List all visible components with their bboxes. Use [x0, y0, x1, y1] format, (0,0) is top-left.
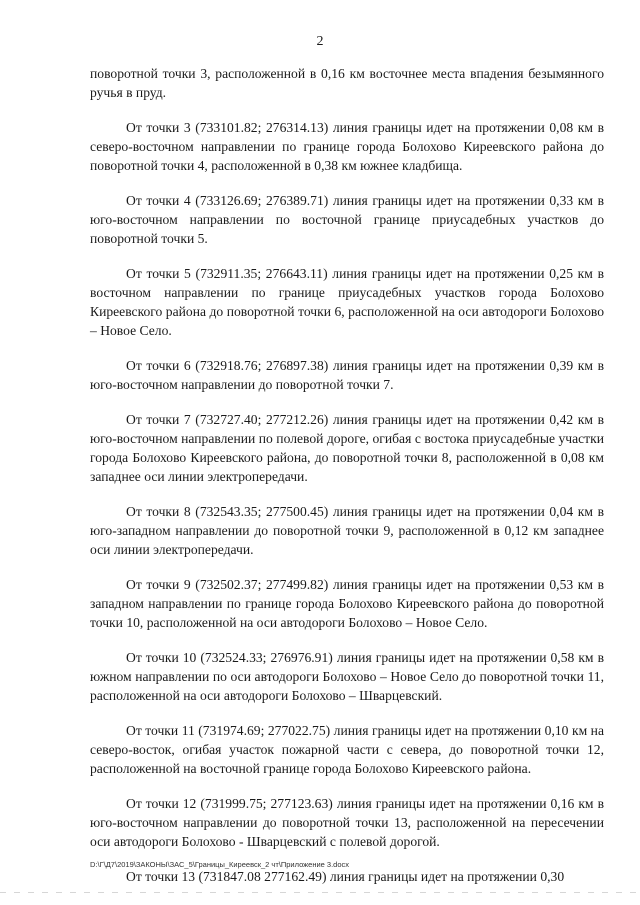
paragraph: От точки 4 (733126.69; 276389.71) линия границы идет на протяжении 0,33 км в юго-восточном направлении по восточной границе приусадебных участков до поворотной точки 5.: [90, 193, 604, 246]
paragraph: От точки 7 (732727.40; 277212.26) линия границы идет на протяжении 0,42 км в юго-восточном направлении по полевой дороге, огибая с востока приусадебные участки города Болохово Киреевского района, до поворотной точки 8, расположенной в 0,08 км западнее оси линии электропередачи.: [90, 412, 604, 484]
paragraph: От точки 6 (732918.76; 276897.38) линия границы идет на протяжении 0,39 км в юго-восточном направлении до поворотной точки 7.: [90, 358, 604, 392]
paragraph: От точки 13 (731847.08 277162.49) линия границы идет на протяжении 0,30: [126, 869, 565, 884]
document-body: [90, 64, 604, 902]
paragraph: От точки 11 (731974.69; 277022.75) линия границы идет на протяжении 0,10 км на северо-восток, огибая участок пожарной части с севера, до поворотной точки 12, расположенной на восточной границе города Болохово Киреевского района.: [90, 723, 604, 776]
page-number: 2: [316, 34, 324, 49]
paragraph: От точки 3 (733101.82; 276314.13) линия границы идет на протяжении 0,08 км в северо-восточном направлении по границе города Болохово Киреевского района до поворотной точки 4, расположенной в 0,38 км южнее кладбища.: [90, 120, 604, 173]
paragraph: От точки 5 (732911.35; 276643.11) линия границы идет на протяжении 0,25 км в восточном направлении по границе приусадебных участков города Болохово Киреевского района до поворотной точки 6, расположенной на оси автодороги Болохово – Новое Село.: [90, 266, 604, 338]
file-path-footer: D:\Г\Д7\2019\ЗАКОНЫ\ЗАС_5\Границы_Киреевск_2 чт\Приложение 3.docx: [90, 860, 350, 869]
paragraph: поворотной точки 3, расположенной в 0,16 км восточнее места впадения безымянного ручья в пруд.: [90, 66, 604, 100]
paragraph: От точки 8 (732543.35; 277500.45) линия границы идет на протяжении 0,04 км в юго-западном направлении до поворотной точки 9, расположенной в 0,12 км западнее оси линии электропередачи.: [90, 504, 604, 557]
paragraph: От точки 10 (732524.33; 276976.91) линия границы идет на протяжении 0,58 км в южном направлении по оси автодороги Болохово – Новое Село до поворотной точки 11, расположенной на оси автодороги Болохово – Шварцевский.: [90, 650, 604, 703]
paragraph: От точки 9 (732502.37; 277499.82) линия границы идет на протяжении 0,53 км в западном направлении по границе города Болохово Киреевского района до поворотной точки 10, расположенной на оси автодороги Болохово – Новое Село.: [90, 577, 604, 630]
scan-artifact-line: [0, 892, 640, 893]
paragraph: От точки 12 (731999.75; 277123.63) линия границы идет на протяжении 0,16 км в юго-восточном направлении до поворотной точки 13, расположенной на пересечении оси автодороги Болохово - Шварцевский с полевой дорогой.: [90, 796, 604, 849]
